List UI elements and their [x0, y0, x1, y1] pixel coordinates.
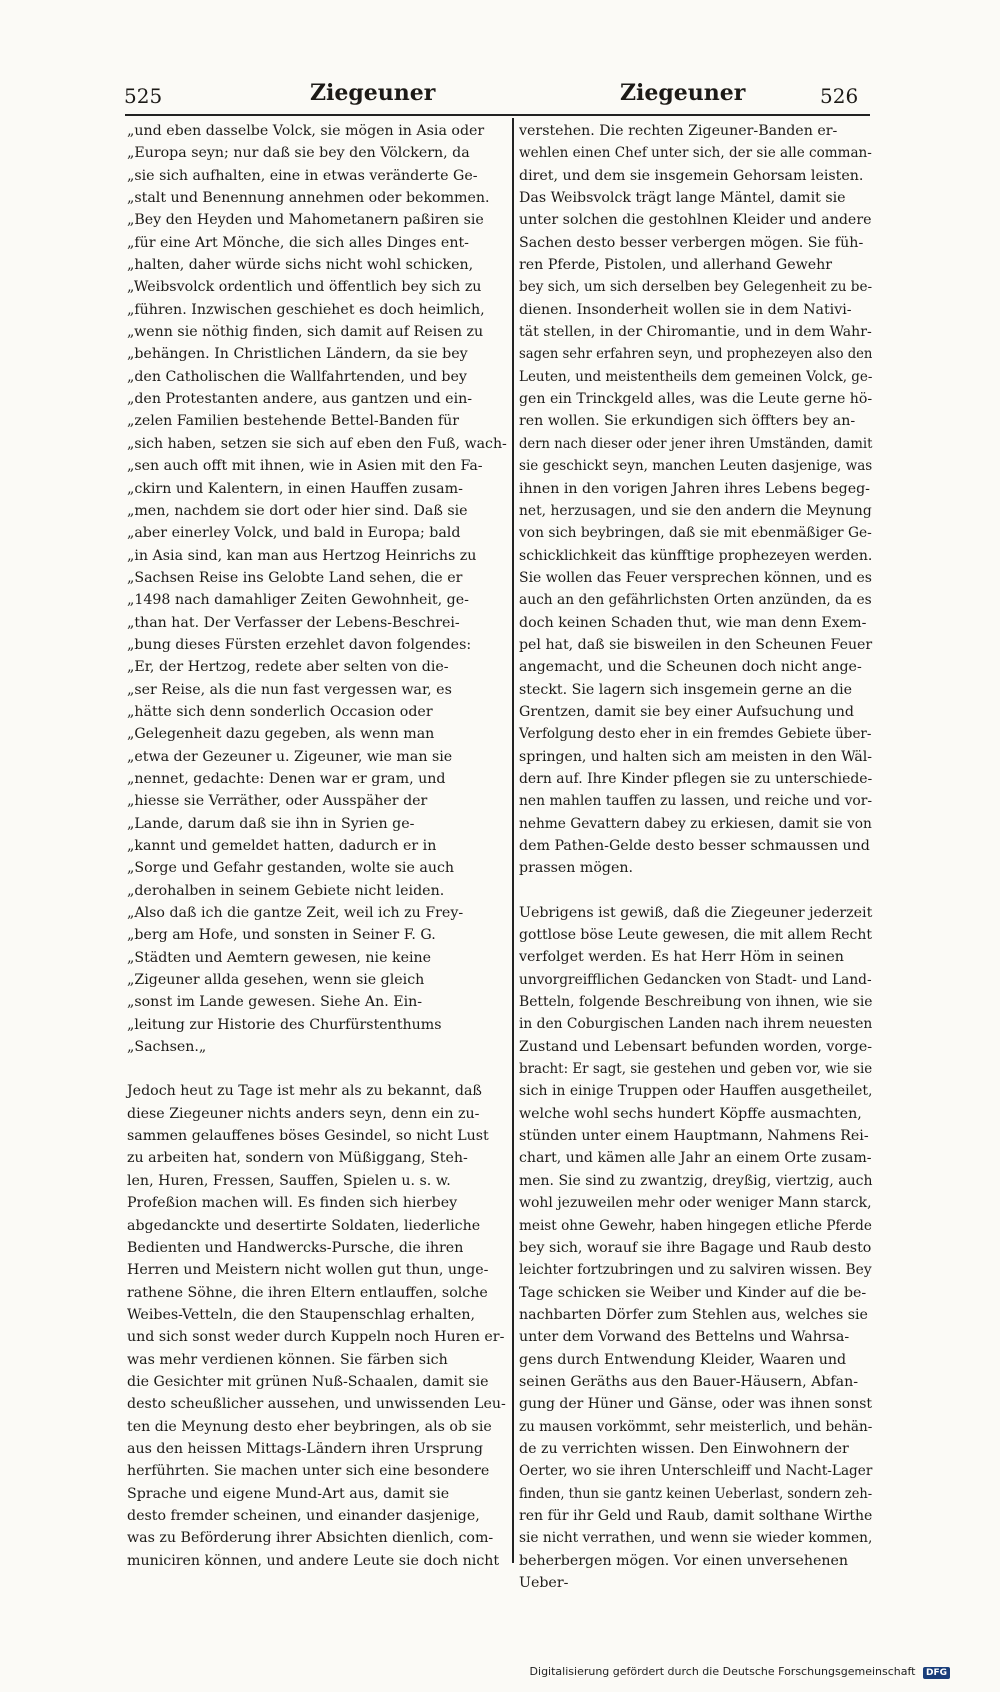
text-line: Tage schicken sie Weiber und Kinder auf die be-: [519, 1284, 867, 1301]
text-line: „den Catholischen die Wallfahrtenden, und bey: [127, 368, 467, 385]
text-line: leichter fortzubringen und zu salviren wissen. Bey: [519, 1262, 872, 1279]
text-line: aus den heissen Mittags-Ländern ihren Ursprung: [127, 1440, 483, 1457]
text-line: „Sachsen Reise ins Gelobte Land sehen, die er: [127, 569, 463, 586]
text-line: „etwa der Gezeuner u. Zigeuner, wie man sie: [127, 748, 453, 765]
text-line: desto fremder scheinen, und einander dasjenige,: [127, 1507, 480, 1524]
text-line: dem Pathen-Gelde desto besser schmaussen und: [519, 838, 870, 854]
text-line: die Gesichter mit grünen Nuß-Schaalen, damit sie: [127, 1373, 489, 1390]
text-line: „Europa seyn; nur daß sie bey den Völckern, da: [127, 145, 470, 162]
text-line: municiren können, und andere Leute sie doch nicht: [127, 1552, 500, 1569]
text-line: „halten, daher würde sichs nicht wohl schicken,: [127, 257, 474, 274]
text-line: was zu Beförderung ihrer Absichten dienlich, com-: [127, 1530, 494, 1547]
text-line: Leuten, und meistentheils dem gemeinen Volck, ge-: [519, 368, 873, 385]
paragraph-gap: [127, 1058, 507, 1080]
text-line: bracht: Er sagt, sie gestehen und geben vor, wie sie: [519, 1061, 873, 1078]
text-line: desto scheußlicher aussehen, und unwissenden Leu-: [127, 1396, 506, 1413]
text-line: verfolget werden. Es hat Herr Höm in seinen: [519, 949, 844, 966]
text-line: gens durch Entwendung Kleider, Waaren und: [519, 1351, 847, 1368]
text-line: dern nach dieser oder jener ihren Umständen, damit: [519, 435, 873, 452]
text-line: Verfolgung desto eher in ein fremdes Gebiete über-: [519, 726, 872, 743]
text-line: tät stellen, in der Chiromantie, und in dem Wahr-: [519, 324, 872, 341]
text-line: sagen sehr erfahren seyn, und prophezeyen also den: [519, 346, 873, 363]
text-line: wohl jezuweilen mehr oder weniger Mann starck,: [519, 1195, 872, 1212]
text-line: dienen. Insonderheit wollen sie in dem Nativi-: [519, 301, 852, 318]
text-line: springen, und halten sich am meisten in den Wäl-: [519, 748, 873, 765]
text-line: „behängen. In Christlichen Ländern, da sie bey: [127, 346, 468, 363]
text-line: pel hat, daß sie bisweilen in den Scheunen Feuer: [519, 636, 873, 653]
text-line: „sen auch offt mit ihnen, wie in Asien mit den Fa-: [127, 458, 483, 475]
text-line: angemacht, und die Scheunen doch nicht ange-: [519, 659, 862, 676]
text-line: Sachen desto besser verbergen mögen. Sie füh-: [519, 234, 864, 251]
text-line: prassen mögen.: [519, 860, 634, 877]
text-line: „sie sich aufhalten, eine in etwas veränderte Ge-: [127, 167, 478, 184]
column-divider: [512, 118, 514, 1563]
text-line: auch an den gefährlichsten Orten anzünden, da es: [519, 592, 872, 609]
text-line: „sich haben, setzen sie sich auf eben den Fuß, wach-: [127, 435, 507, 452]
text-line: Uebrigens ist gewiß, daß die Ziegeuner jederzeit: [519, 904, 873, 921]
text-line: stünden unter einem Hauptmann, Nahmens Rei-: [519, 1128, 869, 1145]
text-line: „hiesse sie Verräther, oder Ausspäher der: [127, 793, 428, 810]
text-line: „hätte sich denn sonderlich Occasion oder: [127, 703, 433, 720]
header-rule: [125, 114, 870, 116]
right-page-number: 526: [820, 84, 859, 108]
text-line: dern auf. Ihre Kinder pflegen sie zu unterschiede-: [519, 770, 873, 787]
text-line: bey sich, um sich derselben bey Gelegenheit zu be-: [519, 279, 873, 296]
text-line: beherbergen mögen. Vor einen unversehenen: [519, 1552, 849, 1569]
text-line: gung der Hüner und Gänse, oder was ihnen sonst: [519, 1396, 873, 1413]
text-line: nachbarten Dörfer zum Stehlen aus, welches sie: [519, 1306, 868, 1323]
text-line: nehme Gevattern dabey zu erkiesen, damit sie von: [519, 815, 872, 832]
text-line: unvorgreifflichen Gedancken von Stadt- und Land-: [519, 971, 872, 988]
text-line: „stalt und Benennung annehmen oder bekommen.: [127, 190, 490, 207]
text-line: len, Huren, Fressen, Sauffen, Spielen u. s. w.: [127, 1172, 451, 1189]
text-line: chart, und kämen alle Jahr an einem Orte zusam-: [519, 1150, 872, 1167]
text-line: diese Ziegeuner nichts anders seyn, denn ein zu-: [127, 1105, 480, 1122]
text-line: „Sorge und Gefahr gestanden, wolte sie auch: [127, 860, 455, 877]
text-line: verstehen. Die rechten Zigeuner-Banden er-: [519, 123, 838, 139]
text-line: herführten. Sie machen unter sich eine besondere: [127, 1463, 490, 1480]
text-line: Oerter, wo sie ihren Unterschleiff und Nacht-Lager: [519, 1463, 873, 1480]
paragraph-gap: [519, 880, 872, 902]
text-line: bey sich, worauf sie ihre Bagage und Raub desto: [519, 1239, 872, 1256]
text-line: „than hat. Der Verfasser der Lebens-Beschrei-: [127, 614, 460, 631]
footer-credit-text: Digitalisierung gefördert durch die Deutsche Forschungsgemeinschaft: [529, 1665, 916, 1678]
text-line: zu arbeiten hat, sondern von Müßiggang, Steh-: [127, 1150, 468, 1167]
text-line: „Sachsen.„: [127, 1039, 207, 1056]
text-line: de zu verrichten wissen. Den Einwohnern der: [519, 1440, 849, 1457]
text-line: unter solchen die gestohlnen Kleider und andere: [519, 212, 872, 229]
text-line: unter dem Vorwand des Bettelns und Wahrsa-: [519, 1329, 850, 1346]
dfg-logo: DFG: [923, 1667, 950, 1679]
text-line: Zustand und Lebensart befunden worden, vorge-: [519, 1038, 873, 1055]
text-line: „aber einerley Volck, und bald in Europa; bald: [127, 525, 461, 542]
text-line: „Lande, darum daß sie ihn in Syrien ge-: [127, 815, 415, 832]
text-line: abgedanckte und desertirte Soldaten, liederliche: [127, 1217, 481, 1234]
text-line: „führen. Inzwischen geschiehet es doch heimlich,: [127, 301, 485, 318]
text-line: von sich beybringen, daß sie mit ebenmäßiger Ge-: [519, 525, 872, 542]
text-line: meist ohne Gewehr, haben hingegen etliche Pferde: [519, 1217, 872, 1234]
text-line: schicklichkeit das künfftige prophezeyen werden.: [519, 547, 873, 564]
text-line: gen ein Trinckgeld alles, was die Leute gerne hö-: [519, 391, 873, 408]
text-line: „men, nachdem sie dort oder hier sind. Daß sie: [127, 502, 468, 519]
text-line: „ser Reise, als die nun fast vergessen war, es: [127, 681, 452, 698]
text-line: ren wollen. Sie erkundigen sich öffters bey an-: [519, 413, 856, 430]
text-line: wehlen einen Chef unter sich, der sie alle comman-: [519, 145, 872, 162]
text-line: ren Pferde, Pistolen, und allerhand Gewehr: [519, 257, 833, 274]
text-line: was mehr verdienen können. Sie färben sich: [127, 1351, 448, 1368]
text-line: sie nicht verrathen, und wenn sie wieder kommen,: [519, 1530, 873, 1547]
left-column: [127, 120, 507, 1572]
text-line: net, herzusagen, und sie den andern die Meynung: [519, 502, 872, 519]
text-line: Grentzen, damit sie bey einer Aufsuchung und: [519, 703, 854, 720]
text-line: „sonst im Lande gewesen. Siehe An. Ein-: [127, 994, 423, 1011]
text-line: „kannt und gemeldet hatten, dadurch er in: [127, 838, 437, 854]
text-line: „Bey den Heyden und Mahometanern paßiren sie: [127, 212, 484, 229]
text-line: finden, thun sie gantz keinen Ueberlast, sondern zeh-: [519, 1485, 873, 1502]
text-line: ren für ihr Geld und Raub, damit solthane Wirthe: [519, 1507, 873, 1524]
text-line: „derohalben in seinem Gebiete nicht leiden.: [127, 882, 445, 899]
right-column: [519, 120, 872, 1594]
text-line: ten die Meynung desto eher beybringen, als ob sie: [127, 1418, 492, 1435]
text-line: „und eben dasselbe Volck, sie mögen in Asia oder: [127, 123, 485, 139]
text-line: „Er, der Hertzog, redete aber selten von die-: [127, 659, 449, 676]
text-line: Profeßion machen will. Es finden sich hierbey: [127, 1195, 458, 1212]
text-line: ihnen in den vorigen Jahren ihres Lebens begeg-: [519, 480, 870, 497]
text-line: Bedienten und Handwercks-Pursche, die ihren: [127, 1239, 464, 1256]
text-line: in den Coburgischen Landen nach ihrem neuesten: [519, 1016, 873, 1033]
text-line: doch keinen Schaden thut, wie man denn Exem-: [519, 614, 867, 631]
text-line: rathene Söhne, die ihren Eltern entlauffen, solche: [127, 1284, 488, 1301]
text-line: „berg am Hofe, und sonsten in Seiner F. G.: [127, 927, 436, 944]
text-line: „Städten und Aemtern gewesen, nie keine: [127, 949, 432, 966]
text-line: Herren und Meistern nicht wollen gut thun, unge-: [127, 1262, 489, 1279]
text-line: nen mahlen tauffen zu lassen, und reiche und vor-: [519, 793, 873, 810]
text-line: „1498 nach damahliger Zeiten Gewohnheit, ge-: [127, 592, 469, 609]
text-line: gottlose böse Leute gewesen, die mit allem Recht: [519, 927, 872, 944]
text-line: steckt. Sie lagern sich insgemein gerne an die: [519, 681, 853, 698]
text-line: seinen Geräths aus den Bauer-Häusern, Abfan-: [519, 1373, 859, 1390]
text-line: „Gelegenheit dazu gegeben, als wenn man: [127, 726, 435, 743]
text-line: „den Protestanten andere, aus gantzen und ein-: [127, 391, 473, 408]
text-line: diret, und dem sie insgemein Gehorsam leisten.: [519, 167, 864, 184]
text-line: sie geschickt seyn, manchen Leuten dasjenige, was: [519, 458, 873, 475]
text-line: Sprache und eigene Mund-Art aus, damit sie: [127, 1485, 450, 1502]
text-line: Sie wollen das Feuer versprechen können, und es: [519, 569, 872, 586]
footer-credit: [530, 1665, 950, 1679]
text-line: Ueber-: [519, 1575, 569, 1591]
text-line: „ckirn und Kalentern, in einen Hauffen zusam-: [127, 480, 463, 497]
text-line: „in Asia sind, kan man aus Hertzog Heinrichs zu: [127, 547, 477, 564]
text-line: „Weibsvolck ordentlich und öffentlich bey sich zu: [127, 279, 482, 296]
text-line: „nennet, gedachte: Denen war er gram, und: [127, 770, 446, 787]
text-line: Jedoch heut zu Tage ist mehr als zu bekannt, daß: [127, 1083, 482, 1100]
text-line: Betteln, folgende Beschreibung von ihnen, wie sie: [519, 994, 873, 1011]
text-line: zu mausen vorkömmt, sehr meisterlich, und behän-: [519, 1418, 873, 1435]
text-line: „bung dieses Fürsten erzehlet davon folgendes:: [127, 636, 472, 653]
text-line: sich in einige Truppen oder Hauffen ausgetheilet,: [519, 1083, 873, 1100]
text-line: Weibes-Vetteln, die den Staupenschlag erhalten,: [127, 1306, 475, 1323]
text-line: „Also daß ich die gantze Zeit, weil ich zu Frey-: [127, 905, 464, 922]
text-line: „Zigeuner allda gesehen, wenn sie gleich: [127, 972, 425, 989]
text-line: sammen gelauffenes böses Gesindel, so nicht Lust: [127, 1128, 489, 1145]
right-running-title: Ziegeuner: [620, 80, 746, 106]
left-running-title: Ziegeuner: [310, 80, 436, 106]
text-line: „für eine Art Mönche, die sich alles Dinges ent-: [127, 234, 469, 251]
text-line: men. Sie sind zu zwantzig, dreyßig, viertzig, auch: [519, 1172, 873, 1189]
left-page-number: 525: [124, 84, 163, 108]
text-line: „wenn sie nöthig finden, sich damit auf Reisen zu: [127, 324, 484, 341]
text-line: „zelen Familien bestehende Bettel-Banden für: [127, 413, 460, 430]
text-line: und sich sonst weder durch Kuppeln noch Huren er-: [127, 1329, 505, 1346]
text-line: Das Weibsvolck trägt lange Mäntel, damit sie: [519, 190, 846, 207]
text-line: welche wohl sechs hundert Köpffe ausmachten,: [519, 1105, 862, 1122]
text-line: „leitung zur Historie des Churfürstenthums: [127, 1016, 442, 1033]
